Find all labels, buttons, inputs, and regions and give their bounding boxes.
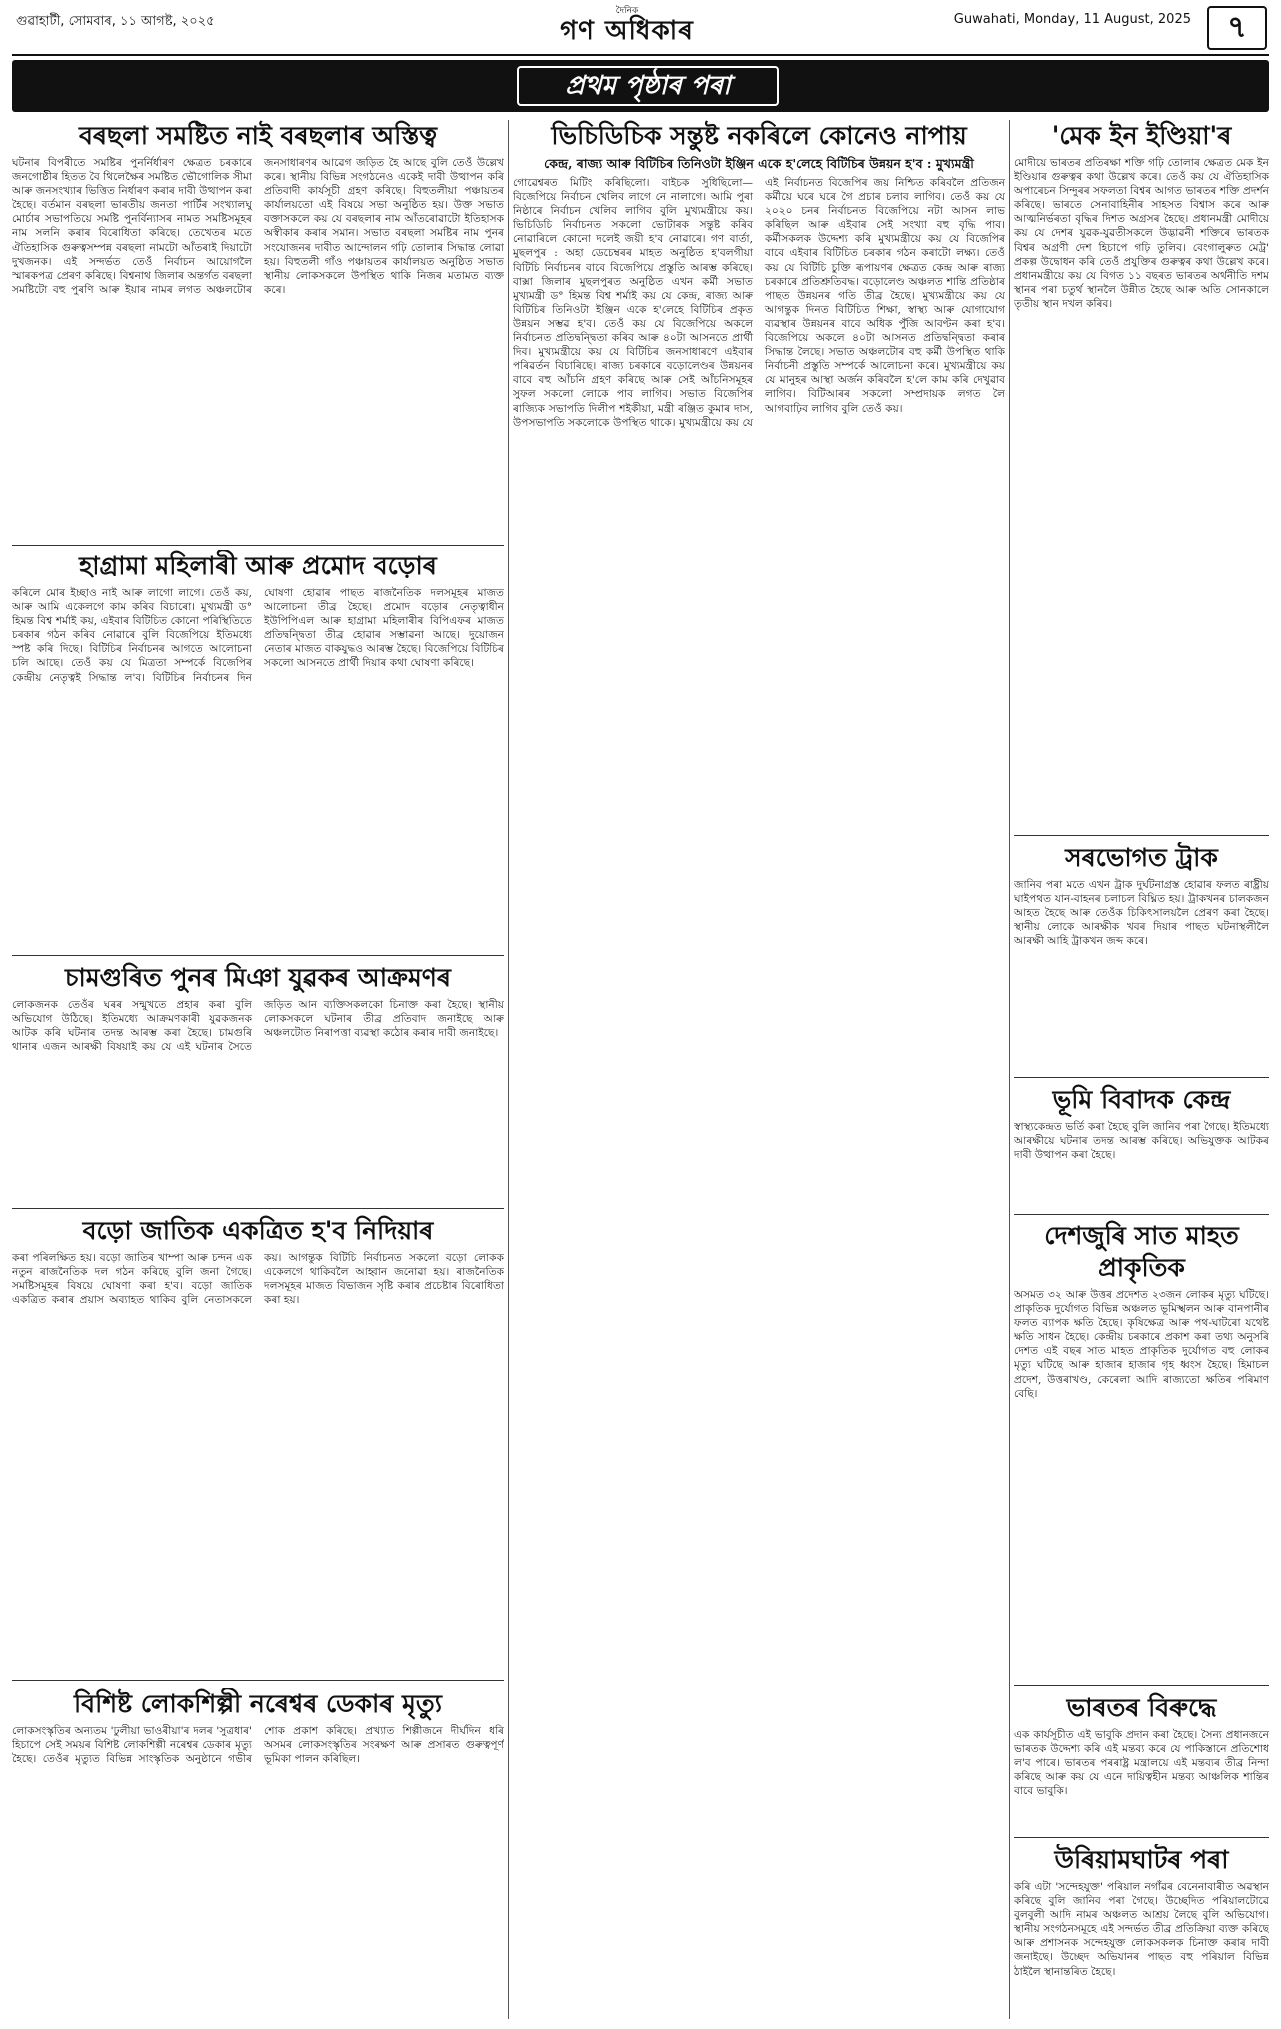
article-land[interactable] — [1014, 1084, 1269, 1209]
section-banner — [12, 60, 1269, 112]
article-body: স্বাস্থ্যকেন্দ্ৰত ভৰ্তি কৰা হৈছে বুলি জানিব পৰা গৈছে। ইতিমধ্যে আৰক্ষীয়ে ঘটনাৰ তদন্ত আৰম্ভ কৰিছে। অভিযুক্তক আটকৰ দাবী উত্থাপন কৰা হৈছে। — [1014, 1121, 1269, 1162]
article-body: কৰি এটা 'সন্দেহযুক্ত' পৰিয়াল নগাঁৱৰ বেনেনাবাৰীত অৱস্থান কৰিছে বুলি জানিব পৰা গৈছে। উচ্ছেদিত পৰিয়ালটোৱে বুলবুলী আদি নামৰ অঞ্চলত আশ্ৰয় লৈছে বুলি অভিযোগ। স্থানীয় সংগঠনসমূহে এই সন্দৰ্ভত তীব্ৰ প্ৰতিক্ৰিয়া ব্যক্ত কৰিছে আৰু প্ৰশাসনক সন্দেহযুক্ত লোকসকলক চিনাক্ত কৰাৰ দাবী জনাইছে। উচ্ছেদ অভিযানৰ পাছত বহু পৰিয়াল বিভিন্ন ঠাইলৈ স্থানান্তৰিত হৈছে। — [1014, 1881, 1269, 1978]
newspaper-logo[interactable] — [517, 6, 737, 50]
headline: ভূমি বিবাদক কেন্দ্ৰ — [1052, 1085, 1231, 1114]
divider — [1014, 1685, 1269, 1686]
page-number: ৭ — [1207, 6, 1267, 50]
headline: 'মেক ইন ইণ্ডিয়া'ৰ — [1051, 121, 1232, 150]
article-make-in-india[interactable] — [1014, 120, 1269, 830]
divider — [12, 545, 504, 546]
article-body: লোকসংস্কৃতিৰ অন্যতম 'ঢুলীয়া ভাওৰীয়া'ৰ দলৰ 'সুত্ৰধাৰ' হিচাপে সেই সময়ৰ বিশিষ্ট লোকশিল্পী নৰেশ্বৰ ডেকাৰ মৃত্যু হৈছে। তেওঁৰ মৃত্যুত বিভিন্ন সাংস্কৃতিক অনুষ্ঠানে গভীৰ শোক প্ৰকাশ কৰিছে। প্ৰখ্যাত শিল্পীজনে দীৰ্ঘদিন ধৰি অসমৰ লোকসংস্কৃতিৰ সংৰক্ষণ আৰু প্ৰসাৰত গুৰুত্বপূৰ্ণ ভূমিকা পালন কৰিছিল। — [12, 1725, 504, 1766]
headline: ভিচিডিচিক সন্তুষ্ট নকৰিলে কোনেও নাপায় — [551, 121, 967, 150]
english-date: Guwahati, Monday, 11 August, 2025 — [953, 12, 1191, 27]
section-title: প্ৰথম পৃষ্ঠাৰ পৰা — [517, 66, 779, 106]
headline: সৰভোগত ট্ৰাক — [1065, 843, 1218, 872]
masthead — [12, 6, 1269, 52]
column-divider — [508, 120, 509, 2019]
article-uriamghat[interactable] — [1014, 1844, 1269, 2019]
article-nature[interactable] — [1014, 1220, 1269, 1680]
article-narendra[interactable] — [12, 1688, 504, 2018]
headline: বিশিষ্ট লোকশিল্পী নৰেশ্বৰ ডেকাৰ মৃত্যু — [74, 1689, 442, 1718]
article-body: মোদীয়ে ভাৰতৰ প্ৰতিৰক্ষা শক্তি গঢ়ি তোলাৰ ক্ষেত্ৰত মেক ইন ইণ্ডিয়াৰ গুৰুত্বৰ কথা উল্লেখ কৰে। তেওঁ কয় যে ঐতিহাসিক অপাৰেচন সিন্দুৰৰ সফলতা বিশ্বৰ আগত ভাৰতৰ শক্তি প্ৰদৰ্শন কৰিছে। ভাৰতে সেনাবাহিনীৰ সাহসত বিশ্বাস কৰে আৰু আত্মনিৰ্ভৰতা বৃদ্ধিৰ দিশত অগ্ৰসৰ হৈছে। প্ৰধানমন্ত্ৰী মোদীয়ে কয় যে দেশৰ যুৱক-যুৱতীসকলে উদ্ভাৱনী শক্তিৰে ভাৰতক বিশ্বৰ অগ্ৰণী দেশ হিচাপে গঢ়ি তুলিব। বেংগালুৰুত মেট্ৰ' প্ৰকল্প উদ্বোধন কৰি তেওঁ প্ৰযুক্তিৰ গুৰুত্বৰ কথা উল্লেখ কৰে। প্ৰধানমন্ত্ৰীয়ে কয় যে বিগত ১১ বছৰত ভাৰতৰ অৰ্থনীতি দশম স্থানৰ পৰা চতুৰ্থ স্থানলৈ উন্নীত হৈছে আৰু অতি সোনকালে তৃতীয় স্থান দখল কৰিব। — [1014, 157, 1269, 310]
article-hagrama[interactable] — [12, 550, 504, 950]
divider — [1014, 1214, 1269, 1215]
article-body: জানিব পৰা মতে এখন ট্ৰাক দুৰ্ঘটনাগ্ৰস্ত হোৱাৰ ফলত ৰাষ্ট্ৰীয় ঘাইপথত যান-বাহনৰ চলাচল বিঘ্নিত হয়। ট্ৰাকখনৰ চালকজন আহত হৈছে আৰু তেওঁক চিকিৎসালয়লৈ প্ৰেৰণ কৰা হৈছে। স্থানীয় লোকে আৰক্ষীক খবৰ দিয়াৰ পাছত ঘটনাস্থলীলৈ আৰক্ষী আহি ট্ৰাকখন জব্দ কৰে। — [1014, 879, 1269, 948]
column-divider — [1009, 120, 1010, 2019]
divider — [12, 1680, 504, 1681]
article-against[interactable] — [1014, 1692, 1269, 1832]
headline: চামগুৰিত পুনৰ মিঞা যুৱকৰ আক্ৰমণৰ — [65, 963, 451, 992]
divider — [12, 955, 504, 956]
article-body: এক কাৰ্যসূচীত এই ভাবুকি প্ৰদান কৰা হৈছে। সৈন্য প্ৰধানজনে ভাৰতক উদ্দেশ্য কৰি এই মন্তব্য কৰে যে পাকিস্তানে প্ৰতিশোধ ল'ব পাৰে। ভাৰতৰ পৰৰাষ্ট্ৰ মন্ত্ৰালয়ে এই মন্তব্যৰ তীব্ৰ নিন্দা কৰিছে আৰু কয় যে এনে দায়িত্বহীন মন্তব্য আঞ্চলিক শান্তিৰ বাবে ভাবুকি। — [1014, 1729, 1269, 1798]
article-body: লোকজনক তেওঁৰ ঘৰৰ সন্মুখতে প্ৰহাৰ কৰা বুলি অভিযোগ উঠিছে। ইতিমধ্যে আক্ৰমণকাৰী যুৱকজনক আটক কৰি ঘটনাৰ তদন্ত আৰম্ভ কৰা হৈছে। চামগুৰি থানাৰ এজন আৰক্ষী বিষয়াই কয় যে এই ঘটনাৰ সৈতে জড়িত আন ব্যক্তিসকলকো চিনাক্ত কৰা হৈছে। স্থানীয় লোকসকলে ঘটনাৰ তীব্ৰ প্ৰতিবাদ জনাইছে আৰু অঞ্চলটোত নিৰাপত্তা ব্যৱস্থা কঠোৰ কৰাৰ দাবী জনাইছে। — [12, 999, 504, 1054]
article-vcdc[interactable] — [513, 120, 1005, 2018]
local-date: গুৱাহাটী, সোমবাৰ, ১১ আগষ্ট, ২০২৫ — [16, 14, 215, 29]
top-rule — [12, 54, 1269, 56]
headline: দেশজুৰি সাত মাহত প্ৰাকৃতিক — [1044, 1221, 1239, 1282]
article-body: ঘটনাৰ বিপৰীতে সমষ্টিৰ পুনৰ্নিৰ্ধাৰণ ক্ষেত্ৰত চৰকাৰে জনগোষ্ঠীৰ হিতত বৈ থিলেক্ষৈৰ সমষ্টিত ভৌগোলিক সীমা আৰু জনসংখ্যাৰ ভিত্তিত নিৰ্ধাৰণ কৰাৰ দাবী উত্থাপন কৰা হৈছে। বৰ্তমান বৰছলা ভাৰতীয় জনতা পাৰ্টিৰ সংখ্যালঘু মোৰ্চাৰ সভাপতিয়ে সমষ্টি পুনৰ্বিন্যাসৰ নামত সমষ্টিসমূহৰ নাম সলনি কৰাৰ বিৰোধিতা কৰিছে। তেখেতৰ মতে ঐতিহাসিক গুৰুত্বসম্পন্ন বৰছলা নামটো আঁতৰাই দিয়াটো দুখজনক। এই সন্দৰ্ভত তেওঁ নিৰ্বাচন আয়োগলৈ স্মাৰকপত্ৰ প্ৰেৰণ কৰিছে। বিশ্বনাথ জিলাৰ অন্তৰ্গত বৰছলা সমষ্টিটো বহু পুৰণি আৰু ইয়াৰ নামৰ লগত অঞ্চলটোৰ জনসাধাৰণৰ আৱেগ জড়িত হৈ আছে বুলি তেওঁ উল্লেখ কৰে। স্থানীয় বিভিন্ন সংগঠনেও একেই দাবী উত্থাপন কৰি প্ৰতিবাদী কাৰ্যসূচী গ্ৰহণ কৰিছে। বিহুতলীয়া পঞ্চায়তৰ কাৰ্যালয়তো এই বিষয়ে সভা অনুষ্ঠিত হয়। উক্ত সভাত বক্তাসকলে কয় যে বৰছলাৰ নাম আঁতৰোৱাটো ইতিহাসক অস্বীকাৰ কৰাৰ সমান। সভাত বৰছলা সমষ্টিৰ নাম পুনৰ সংযোজনৰ দাবীত আন্দোলন গঢ়ি তোলাৰ সিদ্ধান্ত লোৱা হয়। বিহুতলী গাঁও পঞ্চায়তৰ কাৰ্যালয়ত অনুষ্ঠিত সভাত স্থানীয় লোকসকলে উপস্থিত থাকি নিজৰ মতামত ব্যক্ত কৰে। — [12, 157, 504, 296]
article-truck[interactable] — [1014, 842, 1269, 1072]
divider — [1014, 835, 1269, 836]
headline: বৰছলা সমষ্টিত নাই বৰছলাৰ অস্তিত্ব — [79, 121, 437, 150]
article-chamguri[interactable] — [12, 962, 504, 1202]
article-body: গোৱেশ্বৰত মিটিং কৰিছিলো। বাইচক সুধিছিলো— বিজেপিয়ে নিৰ্বাচন খেলিব লাগে নে নালাগে। আমি পুৰা নিষ্ঠাৰে নিৰ্বাচন খেলিব লাগিব বুলি মুখ্যমন্ত্ৰীয়ে কয়। ভিচিডিচি নিৰ্বাচনত সকলো ভোটাৰক সন্তুষ্ট কৰিব নোৱাৰিলে কোনো দলেই জয়ী হ'ব নোৱাৰে। গণ বাৰ্তা, মুছলপুৰ : অহা ডেচেম্বৰৰ মাহত অনুষ্ঠিত হ'বলগীয়া বিটিচি নিৰ্বাচনৰ বাবে বিজেপিয়ে প্ৰস্তুতি আৰম্ভ কৰিছে। বাক্সা জিলাৰ মুছলপুৰত অনুষ্ঠিত এখন কৰ্মী সভাত মুখ্যমন্ত্ৰী ড° হিমন্ত বিশ্ব শৰ্মাই কয় যে কেন্দ্ৰ, ৰাজ্য আৰু বিটিচিৰ তিনিওটা ইঞ্জিন একে হ'লেহে বিটিচিৰ প্ৰকৃত উন্নয়ন সম্ভৱ হ'ব। তেওঁ কয় যে বিজেপিয়ে অকলে নিৰ্বাচনত প্ৰতিদ্বন্দ্বিতা কৰিব আৰু ৪০টা আসনতে প্ৰাৰ্থী দিব। মুখ্যমন্ত্ৰীয়ে কয় যে বিটিচিৰ জনসাধাৰণে এইবাৰ পৰিৱৰ্তন বিচাৰিছে। ৰাজ্য চৰকাৰে বড়োলেণ্ডৰ উন্নয়নৰ বাবে বহু আঁচনি গ্ৰহণ কৰিছে আৰু সেই আঁচনিসমূহৰ সুফল সকলো লোকে পাব লাগিব। সভাত বিজেপিৰ ৰাজ্যিক সভাপতি দিলীপ শইকীয়া, মন্ত্ৰী ৰঞ্জিত কুমাৰ দাস, উপসভাপতি সকলোকে উপস্থিত থাকে। মুখ্যমন্ত্ৰীয়ে কয় যে এই নিৰ্বাচনত বিজেপিৰ জয় নিশ্চিত কৰিবলৈ প্ৰতিজন কৰ্মীয়ে ঘৰে ঘৰে গৈ প্ৰচাৰ চলাব লাগিব। তেওঁ কয় যে ২০২০ চনৰ নিৰ্বাচনত বিজেপিয়ে নটা আসন লাভ কৰিছিল আৰু এইবাৰ সেই সংখ্যা বহু বৃদ্ধি পাব। কৰ্মীসকলক উদ্দেশ্য কৰি মুখ্যমন্ত্ৰীয়ে কয় যে বিজেপিৰ বাবে এইবাৰ বিটিচিত চৰকাৰ গঠন কৰাটো লক্ষ্য। তেওঁ কয় যে বিটিচি চুক্তি ৰূপায়ণৰ ক্ষেত্ৰত কেন্দ্ৰ আৰু ৰাজ্য চৰকাৰে প্ৰতিশ্ৰুতিবদ্ধ। বড়োলেণ্ড অঞ্চলত শান্তি প্ৰতিষ্ঠাৰ পাছত উন্নয়নৰ গতি তীব্ৰ হৈছে। মুখ্যমন্ত্ৰীয়ে কয় যে আগন্তুক দিনত বিটিচিত শিক্ষা, স্বাস্থ্য আৰু যোগাযোগ ব্যৱস্থাৰ উন্নয়নৰ বাবে অধিক পুঁজি আবণ্টন কৰা হ'ব। বিজেপিয়ে অকলে ৪০টা আসনত প্ৰতিদ্বন্দ্বিতা কৰাৰ সিদ্ধান্ত লৈছে। সভাত অঞ্চলটোৰ বহু কৰ্মী উপস্থিত থাকি নিৰ্বাচনী প্ৰস্তুতি সম্পৰ্কে আলোচনা কৰে। মুখ্যমন্ত্ৰীয়ে কয় যে মানুহৰ আস্থা অৰ্জন কৰিবলৈ হ'লে কাম কৰি দেখুৱাব লাগিব। বিটিআৰৰ সকলো সম্প্ৰদায়ক লগত লৈ আগবাঢ়িব লাগিব বুলি তেওঁ কয়। — [513, 177, 1005, 429]
article-body: কৰিলে মোৰ ইচ্ছাও নাই আৰু লাগো লাগে। তেওঁ কয়, আৰু আমি একেলগে কাম কৰিব বিচাৰো। মুখ্যমন্ত্ৰী ড° হিমন্ত বিশ্ব শৰ্মাই কয়, এইবাৰ বিটিচিত কোনো পৰিস্থিতিতে চৰকাৰ গঠন কৰিব নোৱাৰে বুলি বিজেপিয়ে ইতিমধ্যে স্পষ্ট কৰি দিছে। বিটিচিৰ নিৰ্বাচনৰ আগতে আলোচনা চলি আছে। তেওঁ কয় যে মিত্ৰতা সম্পৰ্কে বিজেপিৰ কেন্দ্ৰীয় নেতৃত্বই সিদ্ধান্ত ল'ব। বিটিচিৰ নিৰ্বাচনৰ দিন ঘোষণা হোৱাৰ পাছত ৰাজনৈতিক দলসমূহৰ মাজত আলোচনা তীব্ৰ হৈছে। প্ৰমোদ বড়োৰ নেতৃত্বাধীন ইউপিপিএল আৰু হাগ্ৰামা মহিলাৰীৰ বিপিএফৰ মাজত প্ৰতিদ্বন্দ্বিতা তীব্ৰ হোৱাৰ সম্ভাৱনা আছে। দুয়োজন নেতাৰ মাজত বাকযুদ্ধও আৰম্ভ হৈছে। বিজেপিয়ে বিটিচিৰ সকলো আসনতে প্ৰাৰ্থী দিয়াৰ কথা ঘোষণা কৰিছে। — [12, 587, 504, 684]
headline: বড়ো জাতিক একত্ৰিত হ'ব নিদিয়াৰ — [82, 1216, 434, 1245]
headline: উৰিয়ামঘাটৰ পৰা — [1054, 1845, 1229, 1874]
headline: ভাৰতৰ বিৰুদ্ধে — [1066, 1693, 1217, 1722]
headline: হাগ্ৰামা মহিলাৰী আৰু প্ৰমোদ বড়োৰ — [79, 551, 437, 580]
sub-headline: কেন্দ্ৰ, ৰাজ্য আৰু বিটিচিৰ তিনিওটা ইঞ্জিন একে হ'লেহে বিটিচিৰ উন্নয়ন হ'ব : মুখ্যমন্ত্ৰী — [544, 156, 974, 171]
logo-title: গণ অধিকাৰ — [560, 16, 694, 46]
article-body: অসমত ৩২ আৰু উত্তৰ প্ৰদেশত ২৩জন লোকৰ মৃত্যু ঘটিছে। প্ৰাকৃতিক দুৰ্যোগত বিভিন্ন অঞ্চলত ভূমিস্খলন আৰু বানপানীৰ ফলত ব্যাপক ক্ষতি হৈছে। কৃষিক্ষেত্ৰ আৰু পথ-ঘাটৰো যথেষ্ট ক্ষতি সাধন হৈছে। কেন্দ্ৰীয় চৰকাৰে প্ৰকাশ কৰা তথ্য অনুসৰি দেশত এই বছৰ সাত মাহত প্ৰাকৃতিক দুৰ্যোগত বহু লোকৰ মৃত্যু ঘটিছে আৰু হাজাৰ হাজাৰ গৃহ ধ্বংস হৈছে। হিমাচল প্ৰদেশ, উত্তৰাখণ্ড, কেৰেলা আদি ৰাজ্যতো ক্ষতিৰ পৰিমাণ বেছি। — [1014, 1289, 1269, 1400]
logo-subtitle: দৈনিক — [615, 6, 639, 16]
article-boro[interactable] — [12, 1215, 504, 1675]
divider — [12, 1208, 504, 1209]
divider — [1014, 1837, 1269, 1838]
article-boroxola[interactable] — [12, 120, 504, 540]
divider — [1014, 1077, 1269, 1078]
article-body: কৰা পৰিলক্ষিত হয়। বড়ো জাতিৰ খাম্পা আৰু চন্দন এক নতুন ৰাজনৈতিক দল গঠন কৰিছে বুলি জনা গৈছে। সমষ্টিসমূহৰ বিষয়ে ঘোষণা কৰা হ'ব। বড়ো জাতিক একত্ৰিত কৰাৰ প্ৰয়াস অব্যাহত থাকিব বুলি নেতাসকলে কয়। আগন্তুক বিটিচি নিৰ্বাচনত সকলো বড়ো লোকক একেলগে থাকিবলৈ আহ্বান জনোৱা হয়। ৰাজনৈতিক দলসমূহৰ মাজত বিভাজন সৃষ্টি কৰাৰ প্ৰচেষ্টাৰ বিৰোধিতা কৰা হয়। — [12, 1252, 504, 1307]
